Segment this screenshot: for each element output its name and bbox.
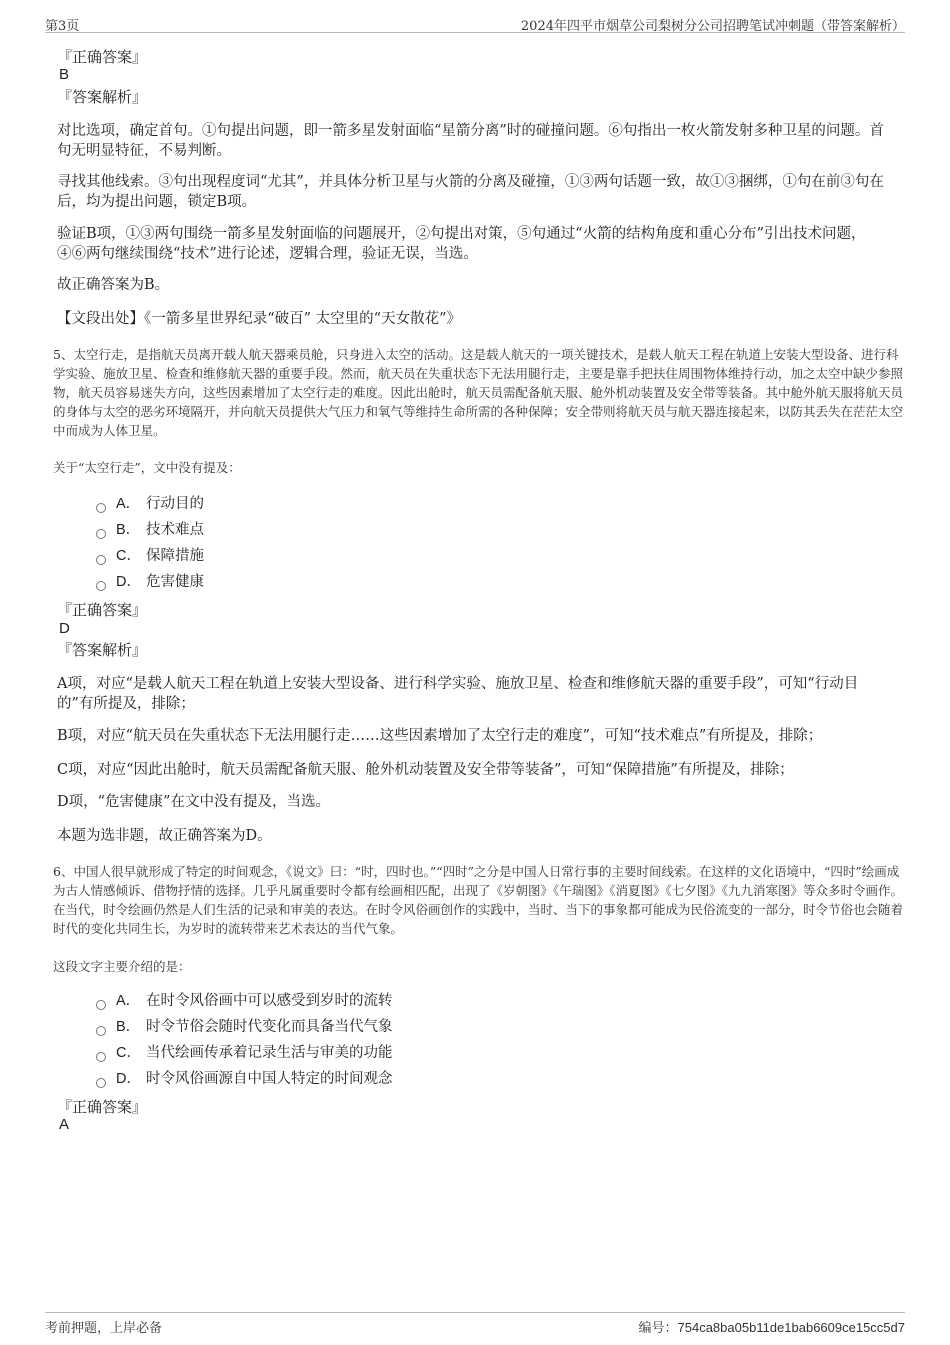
q6-answer-label: 『正确答案』 xyxy=(57,1098,148,1116)
q4-answer: B xyxy=(59,66,70,83)
radio-icon[interactable] xyxy=(96,503,106,513)
q5-question: 关于“太空行走”，文中没有提及： xyxy=(53,460,241,475)
q4-analysis-paragraph: 寻找其他线索。③句出现程度词“尤其”，并具体分析卫星与火箭的分离及碰撞，①③两句话题一致，故①③捆绑，①句在前③句在后，均为提出问题，锁定B项。 xyxy=(57,174,884,210)
q6-option-a[interactable]: A． 在时令风俗画中可以感受到岁时的流转 xyxy=(96,991,393,1011)
radio-icon[interactable] xyxy=(96,1000,106,1010)
q5-analysis-paragraph: D项，“危害健康”在文中没有提及，当选。 xyxy=(57,794,330,810)
document-code-value: 754ca8ba05b11de1bab6609ce15cc5d7 xyxy=(677,1320,905,1335)
page-header xyxy=(45,12,905,33)
q5-analysis-paragraph: C项，对应“因此出舱时，航天员需配备航天服、舱外机动装置及安全带等装备”，可知“保障措施”有所提及，排除； xyxy=(57,762,794,778)
q5-option-c[interactable]: C． 保障措施 xyxy=(96,546,204,566)
q4-analysis-paragraph: 对比选项，确定首句。①句提出问题，即一箭多星发射面临“星箭分离”时的碰撞问题。⑥句指出一枚火箭发射多种卫星的问题。首句无明显特征，不易判断。 xyxy=(57,123,884,159)
q4-conclusion: 故正确答案为B。 xyxy=(57,277,170,293)
q5-analysis-paragraph: B项，对应“航天员在失重状态下无法用腿行走……这些因素增加了太空行走的难度”，可知“技术难点”有所提及，排除； xyxy=(57,728,823,744)
footer-slogan: 考前押题，上岸必备 xyxy=(45,1321,163,1336)
q6-option-d[interactable]: D． 时令风俗画源自中国人特定的时间观念 xyxy=(96,1069,393,1089)
radio-icon[interactable] xyxy=(96,1026,106,1036)
document-title: 2024年四平市烟草公司梨树分公司招聘笔试冲刺题（带答案解析） xyxy=(520,19,905,34)
q6-option-c[interactable]: C． 当代绘画传承着记录生活与审美的功能 xyxy=(96,1043,393,1063)
page-number: 第3页 xyxy=(45,19,80,34)
document-code xyxy=(639,1317,906,1336)
q5-stem: 5、太空行走，是指航天员离开载人航天器乘员舱，只身进入太空的活动。这是载人航天的一项关键技术，是载人航天工程在轨道上安装大型设备、进行科学实验、施放卫星、检查和维修航天器的重要手段。然而，航天员在失重状态下无法用腿行走，主要是靠手把扶住周围物体维持行动，加之太空中缺少参照物，航天员容易迷失方向，这些因素增加了太空行走的难度。因此出舱时，航天员需配备航天服、舱外机动装置及安全带等装备。其中舱外航天服将航天员的身体与太空的恶劣环境隔开，并向航天员提供大气压力和氧气等维持生命所需的各种保障；安全带则将航天员与航天器连接起来，以防其丢失在茫茫太空中而成为人体卫星。 xyxy=(53,347,904,438)
q5-conclusion: 本题为选非题，故正确答案为D。 xyxy=(57,828,272,844)
q4-analysis-label: 『答案解析』 xyxy=(57,88,148,106)
q6-question: 这段文字主要介绍的是： xyxy=(53,959,191,974)
radio-icon[interactable] xyxy=(96,1052,106,1062)
q5-option-b[interactable]: B． 技术难点 xyxy=(96,520,204,540)
radio-icon[interactable] xyxy=(96,1078,106,1088)
q6-answer: A xyxy=(59,1116,70,1133)
q5-analysis-paragraph: A项，对应“是载人航天工程在轨道上安装大型设备、进行科学实验、施放卫星、检查和维修航天器的重要手段”，可知“行动目的”有所提及，排除； xyxy=(57,676,859,712)
document-code-label: 编号： xyxy=(638,1321,678,1336)
radio-icon[interactable] xyxy=(96,529,106,539)
q5-answer-label: 『正确答案』 xyxy=(57,601,148,619)
page-footer xyxy=(45,1312,905,1337)
q4-analysis-paragraph: 验证B项，①③两句围绕一箭多星发射面临的问题展开，②句提出对策，⑤句通过“火箭的结构角度和重心分布”引出技术问题，④⑥两句继续围绕“技术”进行论述，逻辑合理，验证无误，当选。 xyxy=(57,226,866,262)
q4-source: 【文段出处】《一箭多星世界纪录“破百” 太空里的“天女散花”》 xyxy=(57,311,462,327)
q5-option-a[interactable]: A． 行动目的 xyxy=(96,494,204,514)
radio-icon[interactable] xyxy=(96,555,106,565)
q5-analysis-label: 『答案解析』 xyxy=(57,641,148,659)
q6-stem: 6、中国人很早就形成了特定的时间观念，《说文》曰：“时，四时也。”“四时”之分是中国人日常行事的主要时间线索。在这样的文化语境中，“四时”绘画成为古人情感倾诉、借物抒情的选择。几乎凡属重要时令都有绘画相匹配，出现了《岁朝图》《午瑞图》《消夏图》《七夕图》《九九消寒图》等众多时令画作。在当代，时令绘画仍然是人们生活的记录和审美的表达。在时令风俗画创作的实践中，当时、当下的事象都可能成为民俗流变的一部分，时令节俗也会随着时代的变化共同生长，为岁时的流转带来艺术表达的当代气象。 xyxy=(53,864,904,936)
q6-option-b[interactable]: B． 时令节俗会随时代变化而具备当代气象 xyxy=(96,1017,393,1037)
q5-answer: D xyxy=(59,620,70,637)
q5-option-d[interactable]: D． 危害健康 xyxy=(96,572,204,592)
radio-icon[interactable] xyxy=(96,581,106,591)
q4-answer-label: 『正确答案』 xyxy=(57,48,148,66)
